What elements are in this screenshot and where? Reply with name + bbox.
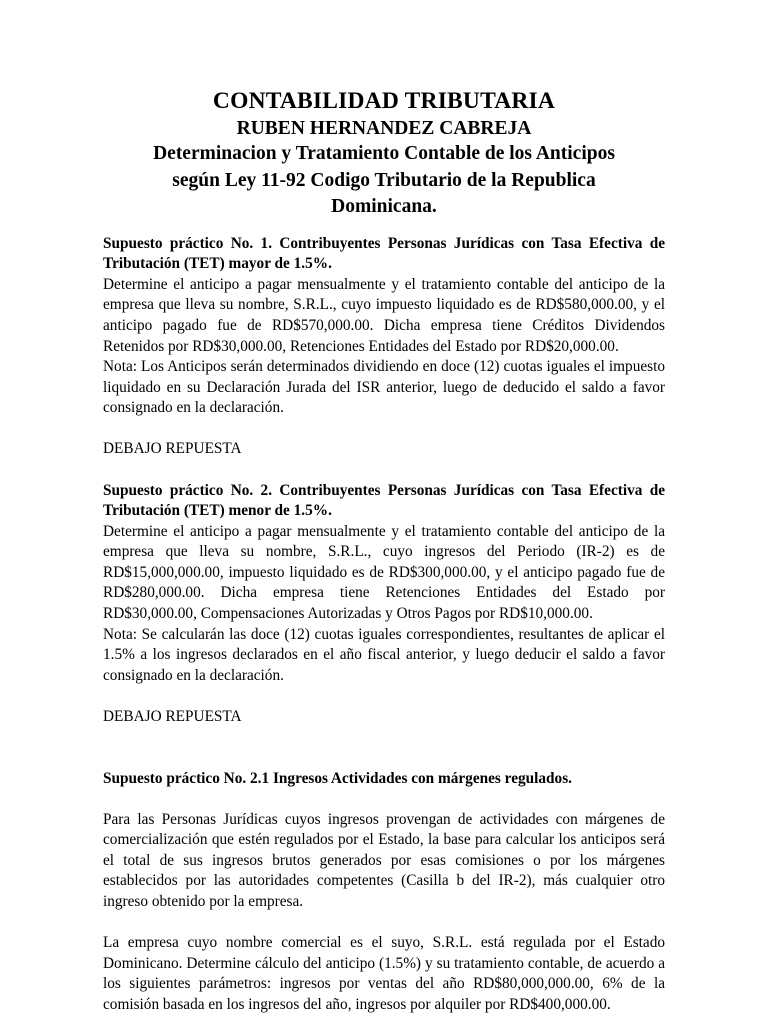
document-body [103,86,665,1015]
case-1-section [103,234,665,460]
case-2-body: Determine el anticipo a pagar mensualmente y el tratamiento contable del anticipo de la empresa que lleva su nombre, S.R.L., cuyo ingresos del Periodo (IR-2) es de RD$15,000,000.00, impuesto liquidado es de RD$300,000.00, y el anticipo pagado fue de RD$280,000.00. Dicha empresa tiene Retenciones Entidades del Estado por RD$30,000.00, Compensaciones Autorizadas y Otros Pagos por RD$10,000.00. [103,522,665,622]
case-1-heading: Supuesto práctico No. 1. Contribuyentes Personas Jurídicas con Tasa Efectiva de Tributación (TET) mayor de 1.5%. [103,234,665,273]
spacer [103,727,665,748]
document-subtitle-line-2: según Ley 11-92 Codigo Tributario de la Republica [172,169,596,191]
spacer [103,460,665,481]
case-2-section [103,481,665,728]
case-2-1-heading: Supuesto práctico No. 2.1 Ingresos Actividades con márgenes regulados. [103,769,572,787]
spacer [103,748,665,769]
case-2-heading: Supuesto práctico No. 2. Contribuyentes Personas Jurídicas con Tasa Efectiva de Tributación (TET) menor de 1.5%. [103,481,665,520]
document-subtitle-line-1: Determinacion y Tratamiento Contable de los Anticipos [153,143,615,165]
case-2-1-body: Para las Personas Jurídicas cuyos ingresos provengan de actividades con márgenes de comercialización que estén regulados por el Estado, la base para calcular los anticipos será el total de sus ingresos brutos generados por esas comisiones o por los márgenes establecidos por las autoridades competentes (Casilla b del IR-2), más cualquier otro ingreso obtenido por la empresa. [103,810,665,910]
case-2-answer-marker: DEBAJO REPUESTA [103,707,242,725]
document-title-block [103,86,665,220]
spacer [103,789,665,810]
case-1-body: Determine el anticipo a pagar mensualmente y el tratamiento contable del anticipo de la empresa que lleva su nombre, S.R.L., cuyo impuesto liquidado es de RD$580,000.00, y el anticipo pagado fue de RD$570,000.00. Dicha empresa tiene Créditos Dividendos Retenidos por RD$30,000.00, Retenciones Entidades del Estado por RD$20,000.00. [103,275,665,355]
document-author: RUBEN HERNANDEZ CABREJA [236,118,532,140]
case-2-1-section [103,769,665,1015]
spacer [103,419,665,440]
case-2-1-body-2: La empresa cuyo nombre comercial es el suyo, S.R.L. está regulada por el Estado Dominicano. Determine cálculo del anticipo (1.5%) y su tratamiento contable, de acuerdo a los siguientes parámetros: ingresos por ventas del año RD$80,000,000.00, 6% de la comisión basada en los ingresos del año, ingresos por alquiler por RD$400,000.00. [103,934,665,1013]
case-2-note: Nota: Se calcularán las doce (12) cuotas iguales correspondientes, resultantes de aplicar el 1.5% a los ingresos declarados en el año fiscal anterior, y luego deducir el saldo a favor consignado en la declaración. [103,625,665,684]
spacer [103,686,665,707]
case-1-note: Nota: Los Anticipos serán determinados dividiendo en doce (12) cuotas iguales el impuesto liquidado en su Declaración Jurada del ISR anterior, luego de deducido el saldo a favor consignado en la declaración. [103,358,665,417]
document-subtitle-line-3: Dominicana. [331,195,437,217]
case-1-answer-marker: DEBAJO REPUESTA [103,440,242,458]
document-title: CONTABILIDAD TRIBUTARIA [212,88,556,114]
spacer [103,913,665,934]
